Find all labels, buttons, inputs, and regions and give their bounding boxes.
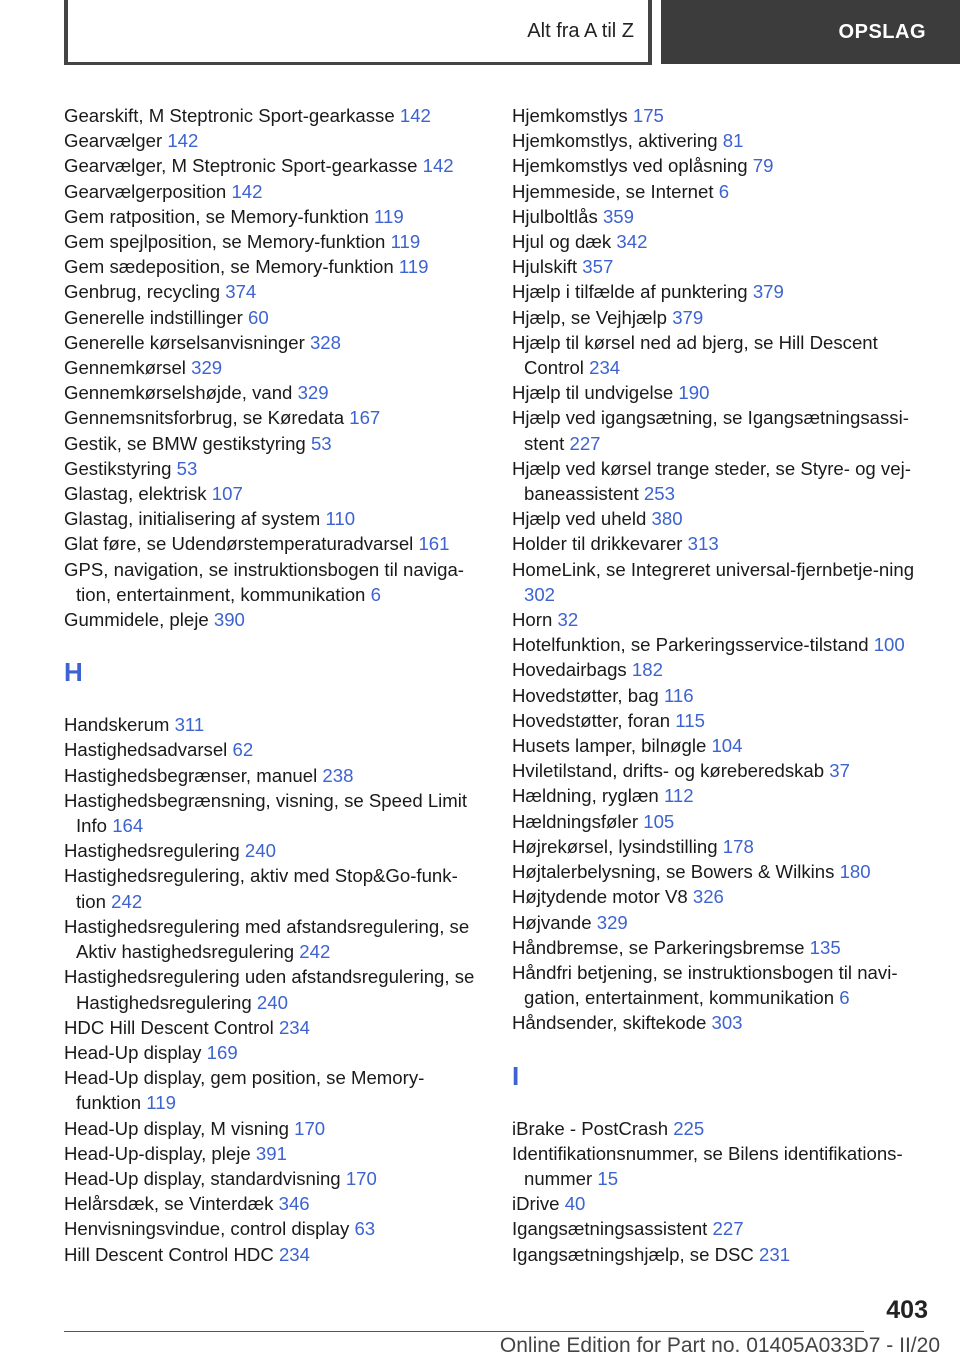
index-entry <box>512 305 926 330</box>
index-entry <box>64 1040 484 1065</box>
index-page-link[interactable]: 115 <box>675 709 705 731</box>
index-entry <box>64 1015 484 1040</box>
index-page-link[interactable]: 119 <box>390 231 421 253</box>
index-page-link[interactable]: 135 <box>809 936 841 958</box>
header-line <box>64 62 648 65</box>
index-entry-term: Gummidele, pleje <box>64 609 209 631</box>
index-page-link[interactable]: 119 <box>398 256 429 278</box>
index-page-link[interactable]: 175 <box>632 105 664 126</box>
index-entry-term: Hjulskift <box>512 256 578 278</box>
index-entry-term: Gem spejlposition, se Memory-funktion <box>64 231 386 253</box>
index-entry-term: Hjemkomstlys <box>512 105 628 126</box>
index-entry <box>64 712 484 737</box>
index-entry <box>64 431 484 456</box>
index-page-link[interactable]: 119 <box>374 205 404 227</box>
index-entry-term: Gearvælger, M Steptronic Sport-gearkasse <box>64 155 418 177</box>
index-page-link[interactable]: 32 <box>557 609 579 631</box>
index-entry-term: iBrake - PostCrash <box>512 1117 669 1139</box>
index-page-link[interactable]: 311 <box>174 714 205 736</box>
index-entry-term: Head-Up display, standardvisning <box>64 1167 341 1189</box>
index-page-link[interactable]: 359 <box>602 205 634 227</box>
index-entry <box>512 1216 926 1241</box>
index-entry <box>512 783 926 808</box>
index-entry <box>64 1141 484 1166</box>
index-page-link[interactable]: 329 <box>297 382 329 404</box>
index-entry <box>512 1141 926 1191</box>
index-page-link[interactable]: 225 <box>673 1117 705 1139</box>
index-entry-term: Hjul og dæk <box>512 231 612 253</box>
index-entry-term: Head-Up display, M visning <box>64 1117 289 1139</box>
index-entry <box>512 456 926 506</box>
index-page-link[interactable]: 326 <box>692 886 724 908</box>
index-entry-term: Husets lamper, bilnøgle <box>512 735 707 757</box>
index-page-link[interactable]: 234 <box>278 1243 310 1265</box>
index-page-link[interactable]: 170 <box>345 1167 377 1189</box>
index-entry-term: Hastighedsregulering <box>64 840 240 862</box>
index-entry <box>512 179 926 204</box>
index-page-link[interactable]: 329 <box>191 357 223 379</box>
index-entry <box>64 557 484 607</box>
index-entry-term: Hjulboltlås <box>512 205 598 227</box>
index-entry <box>64 254 484 279</box>
index-entry-term: Igangsætningsassistent <box>512 1218 708 1240</box>
index-entry <box>512 279 926 304</box>
index-entry-term: Højrekørsel, lysindstilling <box>512 835 718 857</box>
footer-rule <box>64 1331 864 1332</box>
index-entry-term: Hjælp ved kørsel trange steder, se Styre- og vej-baneassistent <box>512 457 911 505</box>
index-page-link[interactable]: 167 <box>349 407 381 429</box>
index-entry-term: Hviletilstand, drifts- og køreberedskab <box>512 760 825 782</box>
index-page-link[interactable]: 231 <box>759 1243 791 1265</box>
index-page-link[interactable]: 253 <box>643 483 675 505</box>
index-page-link[interactable]: 240 <box>256 991 288 1013</box>
index-entry <box>64 607 484 632</box>
index-entry-term: Helårsdæk, se Vinterdæk <box>64 1193 274 1215</box>
index-entry-term: Head-Up-display, pleje <box>64 1142 251 1164</box>
index-entry <box>512 683 926 708</box>
index-entry-term: Hotelfunktion, se Parkeringsservice-tilstand <box>512 634 869 656</box>
index-entry-term: Hjælp, se Vejhjælp <box>512 306 668 328</box>
index-page-link[interactable]: 79 <box>752 155 774 177</box>
index-entry-term: Gearskift, M Steptronic Sport-gearkasse <box>64 105 395 126</box>
index-entry <box>512 1010 926 1035</box>
index-entry-term: Gearvælger <box>64 130 163 152</box>
index-page-link[interactable]: 6 <box>839 987 850 1009</box>
index-entry-term: Hældning, ryglæn <box>512 785 659 807</box>
footer-edition: Online Edition for Part no. 01405A033D7 - II/20 <box>499 1334 940 1357</box>
index-entry-term: Håndbremse, se Parkeringsbremse <box>512 936 805 958</box>
index-entry <box>64 1191 484 1216</box>
section-title: Alt fra A til Z <box>527 19 634 42</box>
index-entry-term: Gearvælgerposition <box>64 180 227 202</box>
index-page-link[interactable]: 242 <box>299 941 331 963</box>
chapter-tab[interactable]: OPSLAG <box>661 0 960 64</box>
index-entry <box>512 405 926 455</box>
index-page-link[interactable]: 60 <box>247 306 269 328</box>
index-page-link[interactable]: 170 <box>294 1117 326 1139</box>
index-page-link[interactable]: 112 <box>663 785 694 807</box>
index-entry <box>512 708 926 733</box>
index-entry-term: Hjælp til kørsel ned ad bjerg, se Hill Descent Control <box>512 331 878 379</box>
index-entry-term: HomeLink, se Integreret universal-fjernbetje-ning <box>512 558 915 580</box>
index-entry-term: Hjælp ved igangsætning, se Igangsætningsassi-stent <box>512 407 909 454</box>
index-entry <box>64 279 484 304</box>
index-entry <box>512 960 926 1010</box>
index-page-link[interactable]: 116 <box>663 684 694 706</box>
index-entry-term: Igangsætningshjælp, se DSC <box>512 1243 754 1265</box>
index-entry-term: Generelle kørselsanvisninger <box>64 331 305 353</box>
index-entry-term: Gennemkørselshøjde, vand <box>64 382 293 404</box>
index-entry-term: Glastag, elektrisk <box>64 483 207 505</box>
index-page-link[interactable]: 100 <box>873 634 905 656</box>
index-entry <box>512 557 926 607</box>
index-page-link[interactable]: 110 <box>325 508 356 530</box>
index-entry <box>64 737 484 762</box>
index-page-link[interactable]: 53 <box>176 457 198 479</box>
index-entry <box>512 1116 926 1141</box>
index-entry-term: Håndsender, skiftekode <box>512 1012 707 1034</box>
index-entry <box>64 305 484 330</box>
index-entry <box>512 859 926 884</box>
index-page-link[interactable]: 303 <box>711 1012 743 1034</box>
index-entry <box>64 506 484 531</box>
index-entry-term: Horn <box>512 609 553 631</box>
index-entry <box>512 607 926 632</box>
index-page-link[interactable]: 6 <box>370 583 381 605</box>
index-entry-term: Højtalerbelysning, se Bowers & Wilkins <box>512 861 835 883</box>
index-entry-term: Hovedstøtter, bag <box>512 684 659 706</box>
index-entry-term: Hastighedsbegrænsning, visning, se Speed Limit Info <box>64 789 468 837</box>
index-entry <box>64 103 484 128</box>
index-page-link[interactable]: 190 <box>678 382 710 404</box>
index-entry <box>512 330 926 380</box>
index-entry-term: Højvande <box>512 911 592 933</box>
index-page-link[interactable]: 180 <box>839 861 871 883</box>
index-page-link[interactable]: 240 <box>244 840 276 862</box>
index-entry <box>512 380 926 405</box>
index-entry <box>64 229 484 254</box>
index-entry <box>64 405 484 430</box>
index-entry <box>512 733 926 758</box>
index-entry-term: Hastighedsregulering med afstandsregulering, se Aktiv hastighedsregulering <box>64 915 470 963</box>
index-entry-term: GPS, navigation, se instruktionsbogen til naviga-tion, entertainment, kommunikation <box>64 558 464 605</box>
index-page-link[interactable]: 142 <box>399 105 431 126</box>
index-page-link[interactable]: 234 <box>589 357 621 379</box>
index-page-link[interactable]: 390 <box>213 609 245 631</box>
index-entry <box>64 763 484 788</box>
index-entry <box>64 1065 484 1115</box>
index-page-link[interactable]: 107 <box>211 483 243 505</box>
index-page-link[interactable]: 37 <box>829 760 850 782</box>
index-entry <box>64 788 484 838</box>
index-page-link[interactable]: 391 <box>255 1142 287 1164</box>
index-entry <box>64 1216 484 1241</box>
index-page-link[interactable]: 161 <box>418 533 450 555</box>
index-entry <box>512 531 926 556</box>
index-entry <box>64 204 484 229</box>
index-entry <box>512 657 926 682</box>
index-entry <box>512 834 926 859</box>
index-entry-term: Hjælp ved uheld <box>512 508 647 530</box>
index-page-link[interactable]: 164 <box>112 815 144 837</box>
index-page-link[interactable]: 142 <box>231 180 263 202</box>
index-entry-term: Holder til drikkevarer <box>512 533 683 555</box>
index-entry-term: Glastag, initialisering af system <box>64 508 321 530</box>
index-page-link[interactable]: 379 <box>752 281 784 303</box>
index-entry-term: Gennemsnitsforbrug, se Køredata <box>64 407 345 429</box>
index-entry <box>512 910 926 935</box>
index-page-link[interactable]: 81 <box>722 130 744 152</box>
index-entry-term: Hill Descent Control HDC <box>64 1243 274 1265</box>
index-page-link[interactable]: 142 <box>422 155 454 177</box>
index-entry <box>64 964 484 1014</box>
header-separator <box>648 0 652 65</box>
header-rule <box>64 0 68 64</box>
index-entry <box>512 204 926 229</box>
index-page-link[interactable]: 142 <box>167 130 199 152</box>
index-entry-term: Glat føre, se Udendørstemperaturadvarsel <box>64 533 414 555</box>
index-entry-term: Head-Up display <box>64 1041 202 1063</box>
index-entry-term: Genbrug, recycling <box>64 281 221 303</box>
index-entry <box>512 103 926 128</box>
index-entry-term: iDrive <box>512 1193 560 1215</box>
index-entry <box>512 809 926 834</box>
index-entry <box>64 128 484 153</box>
index-entry-term: Hovedairbags <box>512 659 627 681</box>
index-entry-term: Handskerum <box>64 714 170 736</box>
index-letter-heading: H <box>64 657 83 688</box>
index-entry <box>512 128 926 153</box>
index-page-link[interactable]: 313 <box>687 533 719 555</box>
index-page-link[interactable]: 169 <box>206 1041 238 1063</box>
page-number: 403 <box>886 1296 928 1324</box>
index-entry <box>512 506 926 531</box>
index-letter-heading: I <box>512 1060 520 1091</box>
index-page-link[interactable]: 104 <box>711 735 743 757</box>
index-entry-term: Gennemkørsel <box>64 357 186 379</box>
index-entry <box>64 456 484 481</box>
index-page-link[interactable]: 374 <box>225 281 257 303</box>
index-entry-term: Head-Up display, gem position, se Memory-funktion <box>64 1067 425 1114</box>
index-page-link[interactable]: 62 <box>232 739 254 761</box>
index-entry <box>512 1242 926 1267</box>
index-entry-term: Hældningsføler <box>512 810 639 832</box>
index-entry-term: Gestik, se BMW gestikstyring <box>64 432 306 454</box>
index-page-link[interactable]: 342 <box>616 231 648 253</box>
index-page-link[interactable]: 357 <box>582 256 614 278</box>
index-entry <box>512 1191 926 1216</box>
index-entry-term: Hastighedsbegrænser, manuel <box>64 764 318 786</box>
index-page-link[interactable]: 53 <box>310 432 332 454</box>
index-page-link[interactable]: 380 <box>651 508 683 530</box>
index-entry <box>512 229 926 254</box>
index-page-link[interactable]: 6 <box>718 180 730 202</box>
index-entry <box>512 884 926 909</box>
index-entry <box>64 1116 484 1141</box>
index-entry-term: Hjemkomstlys ved oplåsning <box>512 155 748 177</box>
index-entry <box>64 838 484 863</box>
index-page-link[interactable]: 234 <box>278 1016 310 1038</box>
index-page-link[interactable]: 15 <box>597 1167 619 1189</box>
index-entry-term: Henvisningsvindue, control display <box>64 1218 350 1240</box>
index-entry <box>64 1242 484 1267</box>
index-entry <box>64 1166 484 1191</box>
index-entry <box>512 254 926 279</box>
index-entry-term: Håndfri betjening, se instruktionsbogen til navi-gation, entertainment, kommunikation <box>512 961 898 1009</box>
index-page-link[interactable]: 238 <box>322 764 354 786</box>
index-entry <box>64 380 484 405</box>
index-entry-term: Generelle indstillinger <box>64 306 243 328</box>
index-column-right <box>512 103 926 1267</box>
index-entry <box>512 632 926 657</box>
index-entry-term: Identifikationsnummer, se Bilens identifikations-nummer <box>512 1142 903 1189</box>
index-page-link[interactable]: 40 <box>564 1193 586 1215</box>
index-entry-term: Hastighedsregulering, aktiv med Stop&Go-funk-tion <box>64 865 458 912</box>
index-entry <box>64 481 484 506</box>
index-column-left <box>64 103 484 1267</box>
index-entry-term: Hjælp i tilfælde af punktering <box>512 281 748 303</box>
index-entry-term: HDC Hill Descent Control <box>64 1016 274 1038</box>
index-page-link[interactable]: 328 <box>309 331 341 353</box>
index-entry-term: Hjemmeside, se Internet <box>512 180 714 202</box>
index-page-link[interactable]: 227 <box>569 432 601 454</box>
index-page-link[interactable]: 182 <box>631 659 663 681</box>
index-entry <box>64 914 484 964</box>
index-entry <box>64 179 484 204</box>
index-entry-term: Gem ratposition, se Memory-funktion <box>64 205 369 227</box>
index-entry <box>512 153 926 178</box>
index-page-link[interactable]: 379 <box>672 306 704 328</box>
index-entry-term: Gestikstyring <box>64 457 172 479</box>
index-page-link[interactable]: 119 <box>146 1092 176 1114</box>
index-page-link[interactable]: 178 <box>722 835 754 857</box>
index-entry-term: Hovedstøtter, foran <box>512 709 671 731</box>
index-entry <box>64 153 484 178</box>
index-page-link[interactable]: 346 <box>278 1193 310 1215</box>
index-page-link[interactable]: 63 <box>354 1218 376 1240</box>
index-entry <box>64 863 484 913</box>
index-page-link[interactable]: 242 <box>111 890 143 912</box>
index-page-link[interactable]: 302 <box>524 583 556 605</box>
index-entry <box>512 758 926 783</box>
index-entry-term: Hastighedsregulering uden afstandsregulering, se Hastighedsregulering <box>64 966 475 1013</box>
index-entry-term: Højtydende motor V8 <box>512 886 688 908</box>
index-entry <box>64 330 484 355</box>
index-entry-term: Hjemkomstlys, aktivering <box>512 130 718 152</box>
index-entry <box>512 935 926 960</box>
index-page-link[interactable]: 105 <box>643 810 675 832</box>
index-entry <box>64 355 484 380</box>
index-page-link[interactable]: 329 <box>596 911 628 933</box>
index-entry-term: Hjælp til undvigelse <box>512 382 674 404</box>
index-page-link[interactable]: 227 <box>712 1218 744 1240</box>
index-entry-term: Hastighedsadvarsel <box>64 739 228 761</box>
index-entry <box>64 531 484 556</box>
index-entry-term: Gem sædeposition, se Memory-funktion <box>64 256 394 278</box>
